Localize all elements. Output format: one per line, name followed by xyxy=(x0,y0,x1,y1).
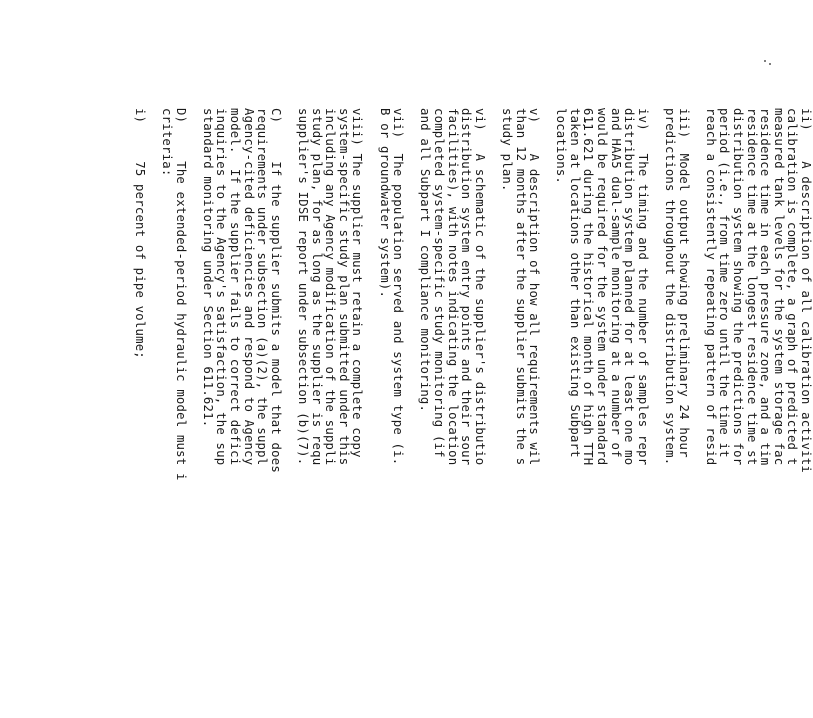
paragraph-item-c xyxy=(200,108,282,718)
text-line: i) 75 percent of pipe volume; xyxy=(132,108,147,359)
paragraph-item-ii xyxy=(703,108,812,718)
text-line: inquiries to the Agency's satisfaction, the sup xyxy=(214,108,229,466)
text-line: D) The extended-period hydraulic model must i xyxy=(173,108,188,481)
text-line: C) If the supplier submits a model that does xyxy=(268,108,283,473)
text-line: predictions throughout the distribution system. xyxy=(663,108,678,466)
paragraph-item-vii xyxy=(377,108,404,718)
text-line: v) A description of how all requirements wil xyxy=(527,108,542,466)
text-line: requirements under subsection (a)(2), the suppl xyxy=(255,108,270,466)
paragraph-item-i xyxy=(132,108,146,718)
text-line: distribution system showing the predictions for xyxy=(731,108,746,466)
text-line: and all Subpart I compliance monitoring. xyxy=(418,108,433,413)
text-line: criteria: xyxy=(160,108,175,177)
text-line: locations. xyxy=(554,108,569,185)
text-line: ii) A description of all calibration activiti xyxy=(799,108,813,473)
text-line: viii) The supplier must retain a complete copy xyxy=(350,108,365,458)
text-line: iii) Model output showing preliminary 24 hour xyxy=(676,108,691,458)
text-line: 611.621 during the historical month of high TTH xyxy=(581,108,596,466)
scan-speck xyxy=(769,63,771,65)
scan-speck xyxy=(764,60,766,62)
text-line: facilities), with notes indicating the location xyxy=(445,108,460,466)
text-line: would be required for the system under standard xyxy=(595,108,610,466)
text-line: completed system-specific study monitoring (if xyxy=(431,108,446,458)
text-line: study plan, for as long as the supplier is requ xyxy=(309,108,324,466)
paragraph-item-d xyxy=(160,108,187,718)
text-line: distribution system planned for at least one mo xyxy=(622,108,637,466)
paragraph-item-viii xyxy=(295,108,363,718)
text-line: and HAA5 dual-sample monitoring at a number of xyxy=(608,108,623,458)
text-line: reach a consistently repeating pattern of resid xyxy=(703,108,718,466)
text-line: residence time in each pressure zone, and a tim xyxy=(758,108,773,466)
text-line: including any Agency modification of the suppli xyxy=(323,108,338,466)
paragraph-item-iii xyxy=(662,108,689,718)
text-line: than 12 months after the supplier submits the s xyxy=(513,108,528,466)
text-line: measured tank levels for the system storage fac xyxy=(771,108,786,466)
text-line: model. If the supplier fails to correct defici xyxy=(228,108,243,466)
text-line: taken at locations other than existing Subpart xyxy=(567,108,582,458)
text-line: period (i.e., from time zero until the time it xyxy=(717,108,732,458)
paragraph-item-v xyxy=(499,108,540,718)
text-line: calibration is complete, a graph of predicted t xyxy=(785,108,800,466)
text-line: system-specific study plan submitted under this xyxy=(336,108,351,466)
text-line: B or groundwater system). xyxy=(377,108,392,299)
text-line: vi) A schematic of the supplier's distributio xyxy=(472,108,487,466)
text-line: vii) The population served and system type (i. xyxy=(391,108,406,466)
paragraph-item-iv xyxy=(554,108,649,718)
text-line: standard monitoring under Section 611.621. xyxy=(200,108,215,428)
text-line: supplier's IDSE report under subsection (b)(7). xyxy=(296,108,311,466)
paragraph-item-vi xyxy=(418,108,486,718)
text-line: iv) The timing and the number of samples repr xyxy=(635,108,650,466)
text-line: distribution system entry points and their sour xyxy=(459,108,474,466)
rotated-text-block xyxy=(92,108,812,718)
text-line: study plan. xyxy=(499,108,514,192)
text-line: Agency-cited deficiencies and respond to Agency xyxy=(241,108,256,466)
text-line: residence time at the longest residence time st xyxy=(744,108,759,466)
